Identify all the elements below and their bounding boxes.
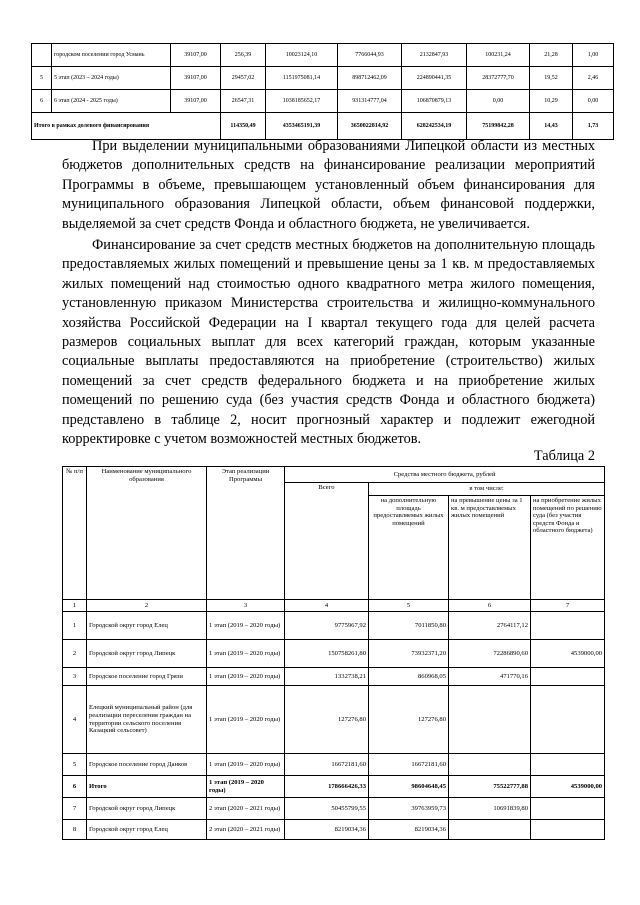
table-2-row [63,668,605,686]
row-stage: 1 этап (2019 – 2020 годы) [207,754,285,776]
column-number: 2 [87,600,207,612]
row-number: 4 [63,686,87,754]
header-total: Всего [285,483,369,600]
column-number: 5 [369,600,449,612]
row-price-excess: 10691839,80 [449,798,531,820]
cell-c2: 29457,02 [221,67,266,90]
row-name: Городское поселение город Данков [87,754,207,776]
table-2-row [63,686,605,754]
row-stage: 1 этап (2019 – 2020 годы) [207,776,285,798]
row-price-excess: 2764117,12 [449,612,531,640]
top-table-body [32,44,614,140]
cell-c8: 2,46 [573,67,614,90]
row-total: 1332738,21 [285,668,369,686]
column-number: 6 [449,600,531,612]
total-c7: 14,43 [530,113,573,140]
row-total: 50455799,55 [285,798,369,820]
paragraph-2: Финансирование за счет средств местных бюджетов на дополнительную площадь предоставляемых жилых помещений и превышение цены за 1 кв. м предоставляемых жилых помещений над стоимостью одного квадратного метра жилого помещения, установленную приказом Министерства строительства и жилищно-коммунального хозяйства Российской Федерации на I квартал текущего года для целей расчета размеров социальных выплат для всех категорий граждан, которым указанные социальные выплаты предоставляются на приобретение (строительство) жилых помещений за счет средств федерального бюджета и на приобретение жилых помещений по решению суда (без участия средств Фонда и областного бюджета) представлено в таблице 2, носит прогнозный характер и подлежит ежегодной корректировке с учетом возможностей местных бюджетов. [62,237,595,448]
column-number: 3 [207,600,285,612]
row-name: 5 этап (2023 – 2024 годы) [52,67,171,90]
header-stage: Этап реализации Программы [207,467,285,600]
row-total: 178666426,33 [285,776,369,798]
row-total: 16672181,60 [285,754,369,776]
row-stage: 1 этап (2019 – 2020 годы) [207,668,285,686]
row-total: 127276,80 [285,686,369,754]
header-name: Наименование муниципального образования [87,467,207,600]
row-extra-area: 16672181,60 [369,754,449,776]
row-stage: 1 этап (2019 – 2020 годы) [207,686,285,754]
cell-c5: 2132847,93 [402,44,467,67]
row-court [531,668,605,686]
total-c4: 3650022814,92 [338,113,402,140]
header-court: на приобретение жилых помещений по решению суда (без участия средств Фонда и областного бюджета) [531,496,605,600]
table-2 [62,466,605,840]
table-2-row [63,776,605,798]
row-name: Елецкий муниципальный район (для реализации переселения граждан на территории сельского поселения Казацкий сельсовет) [87,686,207,754]
column-number: 7 [531,600,605,612]
row-stage: 2 этап (2020 – 2021 годы) [207,798,285,820]
row-extra-area: 8219034,36 [369,820,449,840]
row-extra-area: 127276,80 [369,686,449,754]
cell-c6: 28372777,70 [467,67,530,90]
header-num: № п/п [63,467,87,600]
column-number: 1 [63,600,87,612]
row-price-excess [449,820,531,840]
row-name: Городской округ город Елец [87,612,207,640]
table-2-row [63,820,605,840]
table-2-row [63,612,605,640]
cell-c1: 39107,00 [171,90,221,113]
total-c6: 75199842,28 [467,113,530,140]
row-price-excess: 471770,16 [449,668,531,686]
cell-c8: 1,00 [573,44,614,67]
row-stage: 2 этап (2020 – 2021 годы) [207,820,285,840]
cell-c3: 10023124,10 [266,44,338,67]
cell-c4: 931314777,04 [338,90,402,113]
cell-c2: 256,39 [221,44,266,67]
top-table-row [32,44,614,67]
cell-c5: 224890441,35 [402,67,467,90]
cell-c4: 7766044,93 [338,44,402,67]
cell-c8: 0,00 [573,90,614,113]
table-2-row [63,754,605,776]
row-number: 3 [63,668,87,686]
row-court [531,754,605,776]
header-extra-area: на дополнительную площадь предоставляемых жилых помещений [369,496,449,600]
top-table [31,43,614,140]
top-table-row [32,90,614,113]
row-court [531,612,605,640]
cell-c7: 19,52 [530,67,573,90]
table-2-body [63,612,605,840]
row-court [531,820,605,840]
row-name: Итого [87,776,207,798]
row-total: 150758261,80 [285,640,369,668]
row-name: Городское поселение город Грязи [87,668,207,686]
row-court: 4539000,00 [531,776,605,798]
row-number: 5 [63,754,87,776]
row-price-excess [449,754,531,776]
row-stage: 1 этап (2019 – 2020 годы) [207,640,285,668]
row-extra-area: 98604648,45 [369,776,449,798]
paragraph-1: При выделении муниципальными образованиями Липецкой области из местных бюджетов дополнительных средств на финансирование реализации мероприятий Программы в объеме, превышающем установленный объем финансирования для муниципального образования Липецкой области, объем финансовой поддержки, выделяемой за счет средств Фонда и областного бюджета, не увеличивается. [62,138,595,232]
total-c3: 4353465191,39 [266,113,338,140]
row-name: Городской округ город Елец [87,820,207,840]
row-name: 6 этап (2024 - 2025 годы) [52,90,171,113]
column-number: 4 [285,600,369,612]
cell-c2: 26547,31 [221,90,266,113]
row-number: 2 [63,640,87,668]
row-number: 6 [63,776,87,798]
row-number: 1 [63,612,87,640]
row-price-excess: 75522777,88 [449,776,531,798]
row-price-excess [449,686,531,754]
row-court [531,798,605,820]
row-number [32,44,52,67]
row-price-excess: 72286890,60 [449,640,531,668]
column-numbers-row [63,600,605,612]
top-table-total-row [32,113,614,140]
row-extra-area: 860968,05 [369,668,449,686]
row-extra-area: 73932371,20 [369,640,449,668]
cell-c3: 1151975081,14 [266,67,338,90]
table-caption: Таблица 2 [533,448,595,464]
cell-c7: 10,29 [530,90,573,113]
total-c5: 628242534,19 [402,113,467,140]
cell-c4: 898712462,09 [338,67,402,90]
cell-c7: 21,28 [530,44,573,67]
cell-c3: 1038185652,17 [266,90,338,113]
row-number: 7 [63,798,87,820]
total-label: Итого в рамках долевого финансирования [32,113,221,140]
row-number: 5 [32,67,52,90]
cell-c1: 39107,00 [171,67,221,90]
row-court: 4539000,00 [531,640,605,668]
row-name: Городской округ город Липецк [87,640,207,668]
row-total: 9775967,92 [285,612,369,640]
header-funds: Средства местного бюджета, рублей [285,467,605,483]
row-number: 8 [63,820,87,840]
cell-c6: 100231,24 [467,44,530,67]
row-stage: 1 этап (2019 – 2020 годы) [207,612,285,640]
header-price-excess: на превышение цены за 1 кв. м предоставляемых жилых помещений [449,496,531,600]
cell-c6: 0,00 [467,90,530,113]
row-name: Городской округ город Липецк [87,798,207,820]
row-total: 8219034,36 [285,820,369,840]
header-incl: в том числе: [369,483,605,496]
table-2-row [63,640,605,668]
cell-c5: 106870879,13 [402,90,467,113]
row-extra-area: 39763959,73 [369,798,449,820]
row-extra-area: 7011850,80 [369,612,449,640]
row-name: городском поселении город Усмань [52,44,171,67]
cell-c1: 39107,00 [171,44,221,67]
table-2-row [63,798,605,820]
row-number: 6 [32,90,52,113]
total-c8: 1,73 [573,113,614,140]
total-c2: 114350,49 [221,113,266,140]
top-table-row [32,67,614,90]
row-court [531,686,605,754]
